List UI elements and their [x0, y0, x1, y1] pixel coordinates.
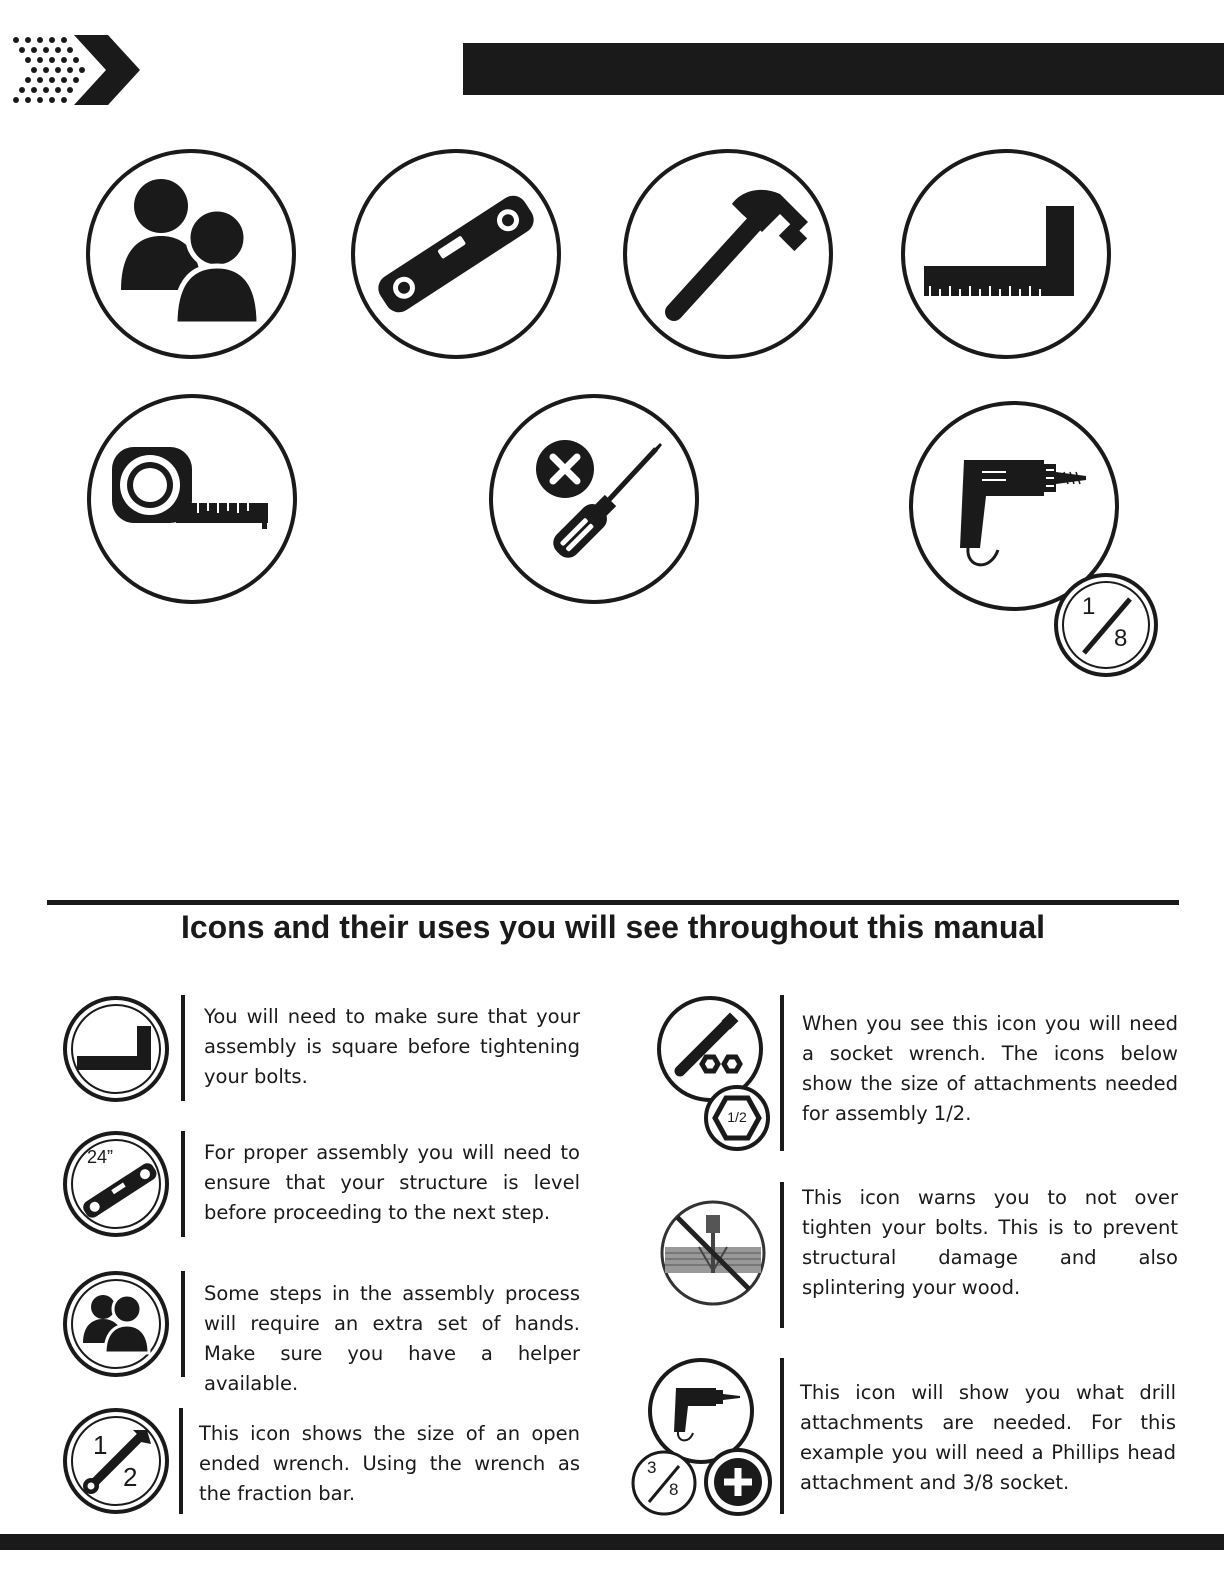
- legend-square-text: You will need to make sure that your assembly is square before tightening your bolts.: [204, 1005, 580, 1088]
- legend-drill-size-badge: [631, 1450, 697, 1516]
- helpers-icon: [85, 148, 297, 360]
- legend-wrench-icon: [63, 1408, 169, 1514]
- legend-socket-divider: [780, 995, 784, 1151]
- legend-square-divider: [181, 995, 185, 1101]
- wrench-size-bottom: 2: [123, 1462, 138, 1492]
- screwdriver-icon: [488, 393, 700, 605]
- legend-wrench-divider: [179, 1408, 183, 1514]
- brand-logo-icon: [6, 32, 146, 107]
- phillips-badge-icon: [536, 440, 594, 498]
- wrench-size-top: 1: [93, 1430, 108, 1460]
- legend-level-icon: [63, 1131, 169, 1237]
- legend-drill-text: This icon will show you what drill attachments are needed. For this example you will need a Phillips head attachment and 3/8 socket.: [800, 1381, 1176, 1494]
- socket-size-label: 1/2: [727, 1109, 747, 1125]
- legend-level-text: For proper assembly you will need to ensure that your structure is level before proceeding to the next step.: [204, 1141, 580, 1224]
- legend-helper-text: Some steps in the assembly process will require an extra set of hands. Make sure you have a helper available.: [204, 1282, 580, 1395]
- tape-measure-icon: [86, 393, 298, 605]
- legend-drill-size-bottom: 8: [669, 1480, 679, 1499]
- socket-size-badge: [704, 1085, 770, 1151]
- header-bar: [463, 43, 1224, 95]
- phillips-head-icon: [704, 1448, 772, 1516]
- hammer-icon: [622, 148, 834, 360]
- legend-level-divider: [181, 1131, 185, 1237]
- drill-badge-bottom: 8: [1114, 625, 1128, 652]
- legend-socket-text: When you see this icon you will need a socket wrench. The icons below show the size of attachments needed for assembly 1/2.: [802, 1012, 1178, 1125]
- legend-overtighten-text: This icon warns you to not over tighten your bolts. This is to prevent structural damage and also splintering your wood.: [802, 1186, 1178, 1299]
- level-length-label: 24”: [87, 1147, 114, 1167]
- legend-helper-icon: [63, 1271, 169, 1377]
- drill-badge-top: 1: [1082, 593, 1096, 620]
- legend-square-icon: [63, 996, 169, 1102]
- legend-helper-divider: [181, 1271, 185, 1377]
- legend-overtighten-divider: [780, 1182, 784, 1328]
- drill-size-badge: [1054, 573, 1158, 677]
- footer-bar: [0, 1534, 1224, 1550]
- legend-drill-size-top: 3: [647, 1458, 657, 1477]
- square-ruler-icon: [900, 148, 1112, 360]
- level-icon: [350, 148, 562, 360]
- legend-wrench-text: This icon shows the size of an open ended wrench. Using the wrench as the fraction bar.: [199, 1422, 580, 1505]
- legend-overtighten-icon: [659, 1199, 767, 1307]
- section-title: Icons and their uses you will see throughout this manual: [180, 909, 1046, 945]
- legend-drill-divider: [780, 1358, 784, 1514]
